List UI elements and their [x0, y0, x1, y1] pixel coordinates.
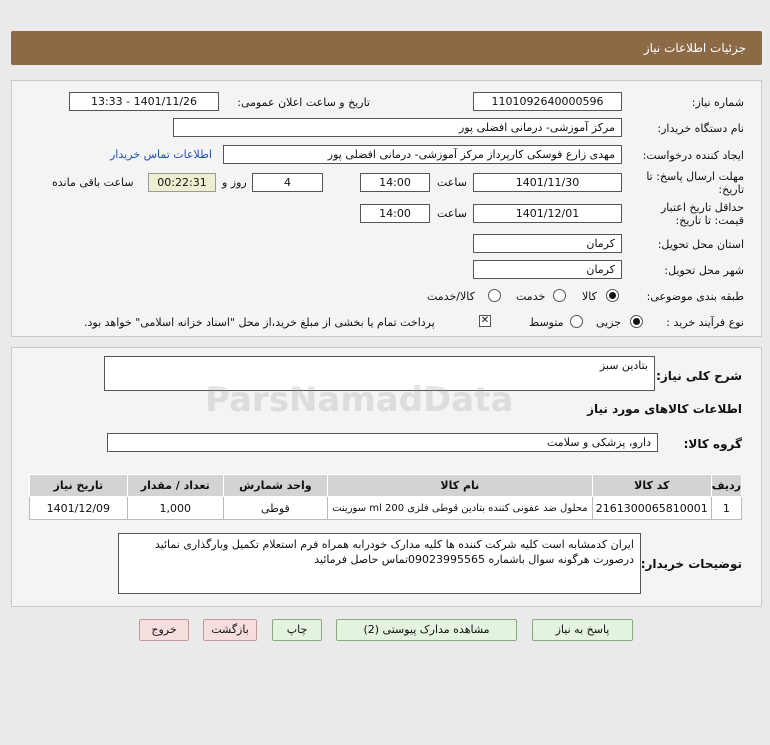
requester-field: مهدی زارع فوسکی کارپرداز مرکز آموزشی- درمانی افضلی پور: [223, 145, 622, 164]
validity-label-line2: قیمت: تا تاریخ:: [675, 214, 744, 227]
brand-watermark: ParsNamadData: [205, 380, 514, 420]
category-option-goods: کالا: [582, 290, 597, 303]
col-goods-code: کد کالا: [592, 475, 711, 497]
category-radio-goods[interactable]: [606, 289, 619, 302]
table-row: [30, 497, 742, 520]
city-field: کرمان: [473, 260, 622, 279]
col-need-date: تاریخ نیاز: [30, 475, 128, 497]
reply-button[interactable]: پاسخ به نیاز: [532, 619, 633, 641]
cell-need-date: 1401/12/09: [30, 497, 128, 520]
process-option-minor: جزیی: [596, 316, 622, 329]
validity-date-field: 1401/12/01: [473, 204, 622, 223]
process-radio-medium[interactable]: [570, 315, 583, 328]
announce-datetime-label: تاریخ و ساعت اعلان عمومی:: [237, 96, 370, 109]
remaining-time-field: 00:22:31: [148, 173, 216, 192]
col-unit: واحد شمارش: [223, 475, 327, 497]
buyer-contact-link[interactable]: اطلاعات تماس خریدار: [110, 148, 212, 161]
category-label: طبقه بندی موضوعی:: [646, 290, 744, 303]
goods-table-header-row: [30, 475, 742, 497]
validity-label-line1: حداقل تاریخ اعتبار: [660, 201, 744, 214]
validity-time-field: 14:00: [360, 204, 430, 223]
deadline-label-line1: مهلت ارسال پاسخ: تا: [646, 170, 744, 183]
need-number-field: 1101092640000596: [473, 92, 622, 111]
buyer-org-label: نام دستگاه خریدار:: [657, 122, 744, 135]
buyer-notes-label: توضیحات خریدار:: [640, 557, 742, 571]
goods-group-field: دارو، پزشکی و سلامت: [107, 433, 658, 452]
requester-label: ایجاد کننده درخواست:: [642, 149, 744, 162]
days-label: روز و: [222, 176, 247, 189]
remaining-label: ساعت باقی مانده: [52, 176, 134, 189]
deadline-date-field: 1401/11/30: [473, 173, 622, 192]
col-quantity: تعداد / مقدار: [127, 475, 223, 497]
category-radio-service[interactable]: [553, 289, 566, 302]
category-radio-goods-service[interactable]: [488, 289, 501, 302]
process-radio-minor[interactable]: [630, 315, 643, 328]
buyer-org-field: مرکز آموزشی- درمانی افضلی پور: [173, 118, 622, 137]
summary-field: بتادین سبز: [104, 356, 655, 391]
exit-button[interactable]: خروج: [139, 619, 189, 641]
attachments-button[interactable]: مشاهده مدارک پیوستی (2): [336, 619, 517, 641]
process-label: نوع فرآیند خرید :: [666, 316, 744, 329]
back-button[interactable]: بازگشت: [203, 619, 257, 641]
goods-table: [29, 474, 742, 520]
treasury-payment-note: پرداخت تمام یا بخشی از مبلغ خرید،از محل "اسناد خزانه اسلامی" خواهد بود.: [84, 316, 435, 329]
category-option-service: خدمت: [516, 290, 546, 303]
treasury-payment-checkbox[interactable]: ✕: [480, 315, 490, 326]
page-title: جزئیات اطلاعات نیاز: [643, 41, 746, 55]
print-button[interactable]: چاپ: [272, 619, 322, 641]
province-field: کرمان: [473, 234, 622, 253]
process-option-medium: متوسط: [529, 316, 564, 329]
announce-datetime-field: 1401/11/26 - 13:33: [69, 92, 219, 111]
goods-info-title: اطلاعات کالاهای مورد نیاز: [587, 402, 742, 416]
cell-quantity: 1,000: [127, 497, 223, 520]
province-label: استان محل تحویل:: [657, 238, 744, 251]
cell-row-number: 1: [711, 497, 741, 520]
page-header: [11, 31, 762, 65]
city-label: شهر محل تحویل:: [664, 264, 744, 277]
category-option-goods-service: کالا/خدمت: [427, 290, 475, 303]
cell-unit: قوطی: [223, 497, 327, 520]
days-field: 4: [252, 173, 323, 192]
buyer-notes-field: ایران کدمشابه است کلیه شرکت کننده ها کلیه مدارک خودرابه همراه فرم استعلام تکمیل وبارگذاری نمائید درصورت هرگونه سوال باشماره 09023995565تماس حاصل فرمائید: [118, 533, 641, 594]
col-goods-name: نام کالا: [327, 475, 592, 497]
summary-label: شرح کلی نیاز:: [656, 369, 742, 383]
need-number-label: شماره نیاز:: [691, 96, 744, 109]
validity-time-label: ساعت: [437, 207, 467, 220]
col-row-number: ردیف: [711, 475, 741, 497]
cell-goods-code: 2161300065810001: [592, 497, 711, 520]
goods-group-label: گروه کالا:: [683, 437, 742, 451]
cell-goods-name: محلول ضد عفونی کننده بتادین قوطی فلزی 200 ml سورینت: [327, 497, 592, 520]
deadline-time-field: 14:00: [360, 173, 430, 192]
deadline-label-line2: تاریخ:: [718, 183, 744, 196]
deadline-time-label: ساعت: [437, 176, 467, 189]
